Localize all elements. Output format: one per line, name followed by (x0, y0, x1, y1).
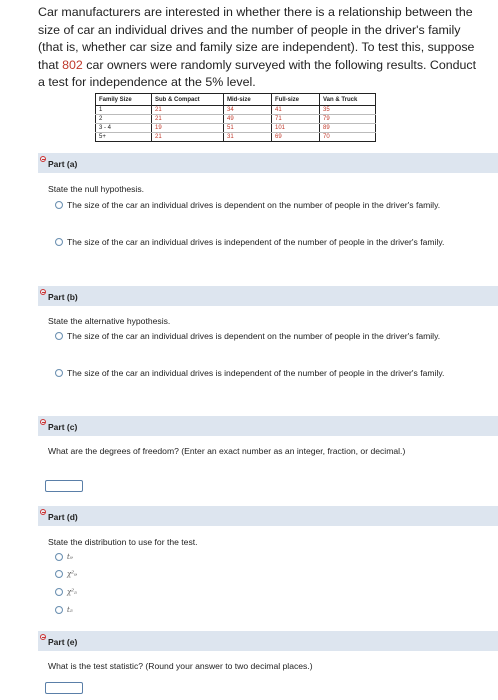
option-label: t₅ (67, 606, 73, 614)
collapse-icon[interactable] (40, 509, 46, 515)
radio-button[interactable] (55, 332, 63, 340)
table-cell: 41 (272, 106, 320, 115)
part-b-header[interactable] (38, 286, 498, 306)
part-d-label: Part (d) (48, 512, 78, 522)
survey-table (95, 93, 376, 142)
table-cell: 70 (320, 133, 376, 142)
table-cell: 79 (320, 115, 376, 124)
radio-button[interactable] (55, 606, 63, 614)
collapse-icon[interactable] (40, 289, 46, 295)
problem-statement (38, 4, 478, 92)
table-row (96, 133, 376, 142)
radio-button[interactable] (55, 238, 63, 246)
option-label: χ²₅ (67, 588, 77, 596)
col-header-family-size: Family Size (96, 94, 152, 106)
part-a-label: Part (a) (48, 159, 78, 169)
table-cell: 19 (152, 124, 224, 133)
option-label: The size of the car an individual drives is independent of the number of people in the driver's family. (67, 368, 445, 378)
sample-size: 802 (62, 57, 83, 72)
table-cell: 21 (152, 133, 224, 142)
part-c-question: What are the degrees of freedom? (Enter an exact number as an integer, fraction, or decimal.) (48, 446, 406, 456)
part-b-label: Part (b) (48, 292, 78, 302)
part-e-question: What is the test statistic? (Round your answer to two decimal places.) (48, 661, 313, 671)
table-cell: 31 (224, 133, 272, 142)
option-label: The size of the car an individual drives is independent of the number of people in the driver's family. (67, 237, 445, 247)
option-label: χ²₉ (67, 570, 77, 578)
degrees-of-freedom-input[interactable] (45, 480, 83, 492)
option-label: The size of the car an individual drives is dependent on the number of people in the driver's family. (67, 200, 441, 210)
table-row (96, 124, 376, 133)
table-cell: 21 (152, 106, 224, 115)
table-cell: 89 (320, 124, 376, 133)
table-cell: 3 - 4 (96, 124, 152, 133)
collapse-icon[interactable] (40, 156, 46, 162)
part-d-header[interactable] (38, 506, 498, 526)
col-header-mid-size: Mid-size (224, 94, 272, 106)
part-c-header[interactable] (38, 416, 498, 436)
radio-button[interactable] (55, 588, 63, 596)
collapse-icon[interactable] (40, 419, 46, 425)
table-cell: 35 (320, 106, 376, 115)
part-c-label: Part (c) (48, 422, 78, 432)
table-row (96, 115, 376, 124)
table-cell: 69 (272, 133, 320, 142)
table-row (96, 106, 376, 115)
table-cell: 5+ (96, 133, 152, 142)
col-header-van-truck: Van & Truck (320, 94, 376, 106)
table-cell: 34 (224, 106, 272, 115)
part-b-question: State the alternative hypothesis. (48, 316, 171, 326)
part-d-question: State the distribution to use for the test. (48, 537, 198, 547)
col-header-sub-compact: Sub & Compact (152, 94, 224, 106)
radio-button[interactable] (55, 553, 63, 561)
part-e-label: Part (e) (48, 637, 78, 647)
problem-text-end: car owners were randomly surveyed with the following results. Conduct a test for independence at the 5% level. (38, 57, 477, 89)
collapse-icon[interactable] (40, 634, 46, 640)
table-cell: 1 (96, 106, 152, 115)
test-statistic-input[interactable] (45, 682, 83, 694)
radio-button[interactable] (55, 201, 63, 209)
part-e-header[interactable] (38, 631, 498, 651)
col-header-full-size: Full-size (272, 94, 320, 106)
option-label: The size of the car an individual drives is dependent on the number of people in the driver's family. (67, 331, 441, 341)
table-header-row (96, 94, 376, 106)
table-cell: 51 (224, 124, 272, 133)
table-cell: 21 (152, 115, 224, 124)
table-cell: 49 (224, 115, 272, 124)
part-a-question: State the null hypothesis. (48, 184, 145, 194)
part-a-header[interactable] (38, 153, 498, 173)
table-cell: 71 (272, 115, 320, 124)
radio-button[interactable] (55, 570, 63, 578)
radio-button[interactable] (55, 369, 63, 377)
option-label: t₉ (67, 553, 73, 561)
table-cell: 2 (96, 115, 152, 124)
problem-text-start: Car manufacturers are interested in whether there is a relationship between the size of car an individual drives and the number of people in the driver's family (that is, whether car size and family size are independent). To test this, suppose that (38, 5, 475, 72)
table-cell: 101 (272, 124, 320, 133)
